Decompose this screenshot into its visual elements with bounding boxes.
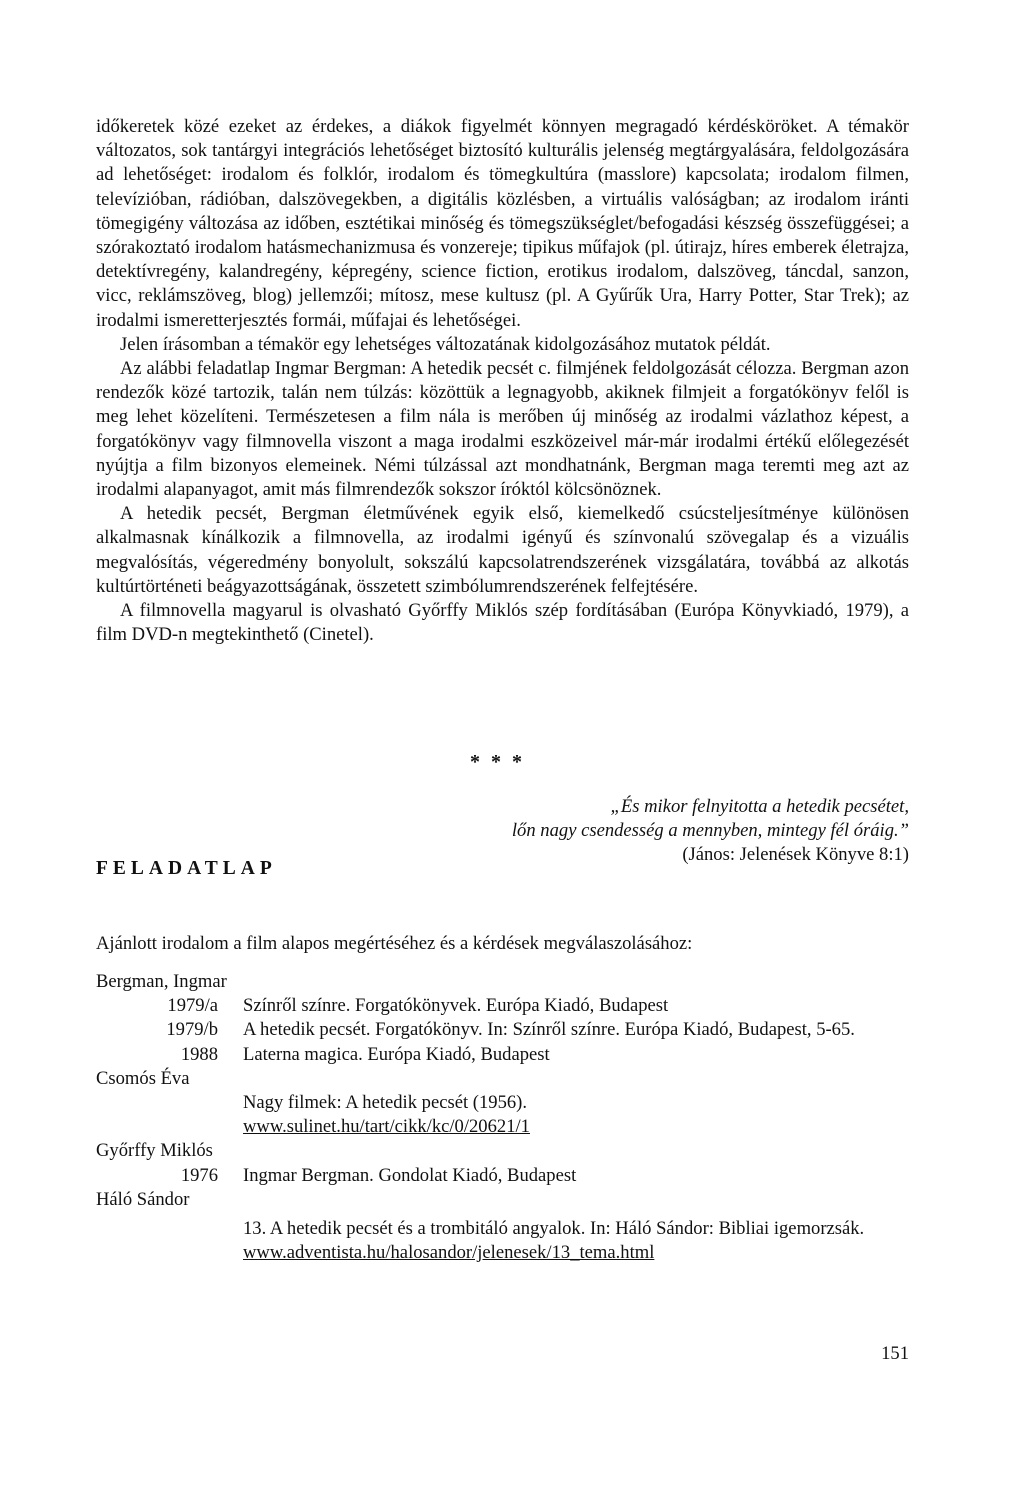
- bib-entry: Színről színre. Forgatókönyvek. Európa Kiadó, Budapest: [243, 995, 669, 1017]
- bib-entry: Nagy filmek: A hetedik pecsét (1956).: [243, 1091, 527, 1113]
- bib-entry: Ingmar Bergman. Gondolat Kiadó, Budapest: [243, 1164, 577, 1186]
- epigraph: [512, 795, 909, 868]
- bib-author: Csomós Éva: [96, 1067, 190, 1089]
- paragraph-1: időkeretek közé ezeket az érdekes, a diákok figyelmét könnyen megragadó kérdésköröket. A témakör változatos, sok tantárgyi integrációs lehetőséget biztosító kulturális jelenség megtárgyalására, feldolgozására ad lehetőséget: irodalom és folklór, irodalom és tömegkultúra (masslore) kapcsolata; irodalom filmen, televízióban, rádióban, dalszövegekben, a digitális közlésben, a virtuális valóságban; az irodalom iránti tömegigény változása az időben, esztétikai minőség és tömegszükséglet/befogadási készség összefüggései; a szórakoztató irodalom hatásmechanizmusa és vonzereje; tipikus műfajok (pl. útirajz, híres emberek életrajza, detektívregény, kalandregény, képregény, science fiction, erotikus irodalom, dalszöveg, táncdal, sanzon, vicc, reklámszöveg, blog) jellemzői; mítosz, mese kultusz (pl. A Gyűrűk Ura, Harry Potter, Star Trek); az irodalmi ismeretterjesztés formái, műfajai és lehetőségei.: [96, 116, 909, 331]
- paragraph-5: A filmnovella magyarul is olvasható Győrffy Miklós szép fordításában (Európa Könyvkiadó, 1979), a film DVD-n megtekinthető (Cinetel).: [96, 600, 909, 646]
- bib-entry: A hetedik pecsét. Forgatókönyv. In: Színről színre. Európa Kiadó, Budapest, 5-65.: [243, 1019, 855, 1041]
- bib-link[interactable]: www.sulinet.hu/tart/cikk/kc/0/20621/1: [243, 1116, 530, 1138]
- bib-year: 1988: [180, 1043, 218, 1065]
- bib-author: Bergman, Ingmar: [96, 971, 227, 992]
- body-text: [96, 115, 909, 647]
- epigraph-source: (János: Jelenések Könyve 8:1): [682, 844, 909, 866]
- section-divider: * * *: [470, 751, 525, 773]
- bib-link[interactable]: www.adventista.hu/halosandor/jelenesek/13_tema.html: [243, 1242, 655, 1264]
- page-number: 151: [881, 1343, 909, 1364]
- bib-year: 1979/a: [167, 995, 218, 1017]
- paragraph-3: Az alábbi feladatlap Ingmar Bergman: A hetedik pecsét c. filmjének feldolgozását célozza. Bergman azon rendezők közé tartozik, talán nem túlzás: közöttük a legnagyobb, akiknek filmjeit a forgatókönyv felől is meg lehet közelíteni. Természetesen a film nála is merőben új minőség az irodalmi vázlathoz képest, a forgatókönyv vagy filmnovella viszont a maga irodalmi eszközeivel már-már irodalmi értékű előlegezését nyújtja a film bizonyos elemeinek. Némi túlzással azt mondhatnánk, Bergman maga teremti meg azt az irodalmi alapanyagot, amit más filmrendezők sokszor íróktól kölcsönöznek.: [96, 358, 909, 501]
- section-heading: FELADATLAP: [96, 858, 277, 879]
- bib-entry: Laterna magica. Európa Kiadó, Budapest: [243, 1043, 550, 1065]
- bib-author: Háló Sándor: [96, 1188, 190, 1210]
- epigraph-line-1: „És mikor felnyitotta a hetedik pecsétet,: [610, 796, 909, 817]
- bib-author: Győrffy Miklós: [96, 1140, 213, 1162]
- bib-year: 1976: [180, 1164, 218, 1186]
- bib-entry: 13. A hetedik pecsét és a trombitáló angyalok. In: Háló Sándor: Bibliai igemorzsák.: [243, 1217, 865, 1239]
- paragraph-4: A hetedik pecsét, Bergman életművének egyik első, kiemelkedő csúcsteljesítménye különösen alkalmasnak kínálkozik a filmnovella, az irodalmi igényű és színvonalú szövegalap és a vizuális megvalósítás, végeredmény bonyolult, sokszálú kapcsolatrendszerének vizsgálatára, továbbá az alkotás kultúrtörténeti beágyazottságának, összetett szimbólumrendszerének felfejtésére.: [96, 503, 909, 597]
- bib-year: 1979/b: [166, 1019, 218, 1041]
- recommended-reading-intro: Ajánlott irodalom a film alapos megértéséhez és a kérdések megválaszolásához:: [96, 933, 693, 954]
- paragraph-2: Jelen írásomban a témakör egy lehetséges változatának kidolgozásához mutatok példát.: [120, 333, 771, 355]
- epigraph-line-2: lőn nagy csendesség a mennyben, mintegy fél óráig.”: [511, 820, 909, 842]
- bibliography: [96, 970, 909, 1265]
